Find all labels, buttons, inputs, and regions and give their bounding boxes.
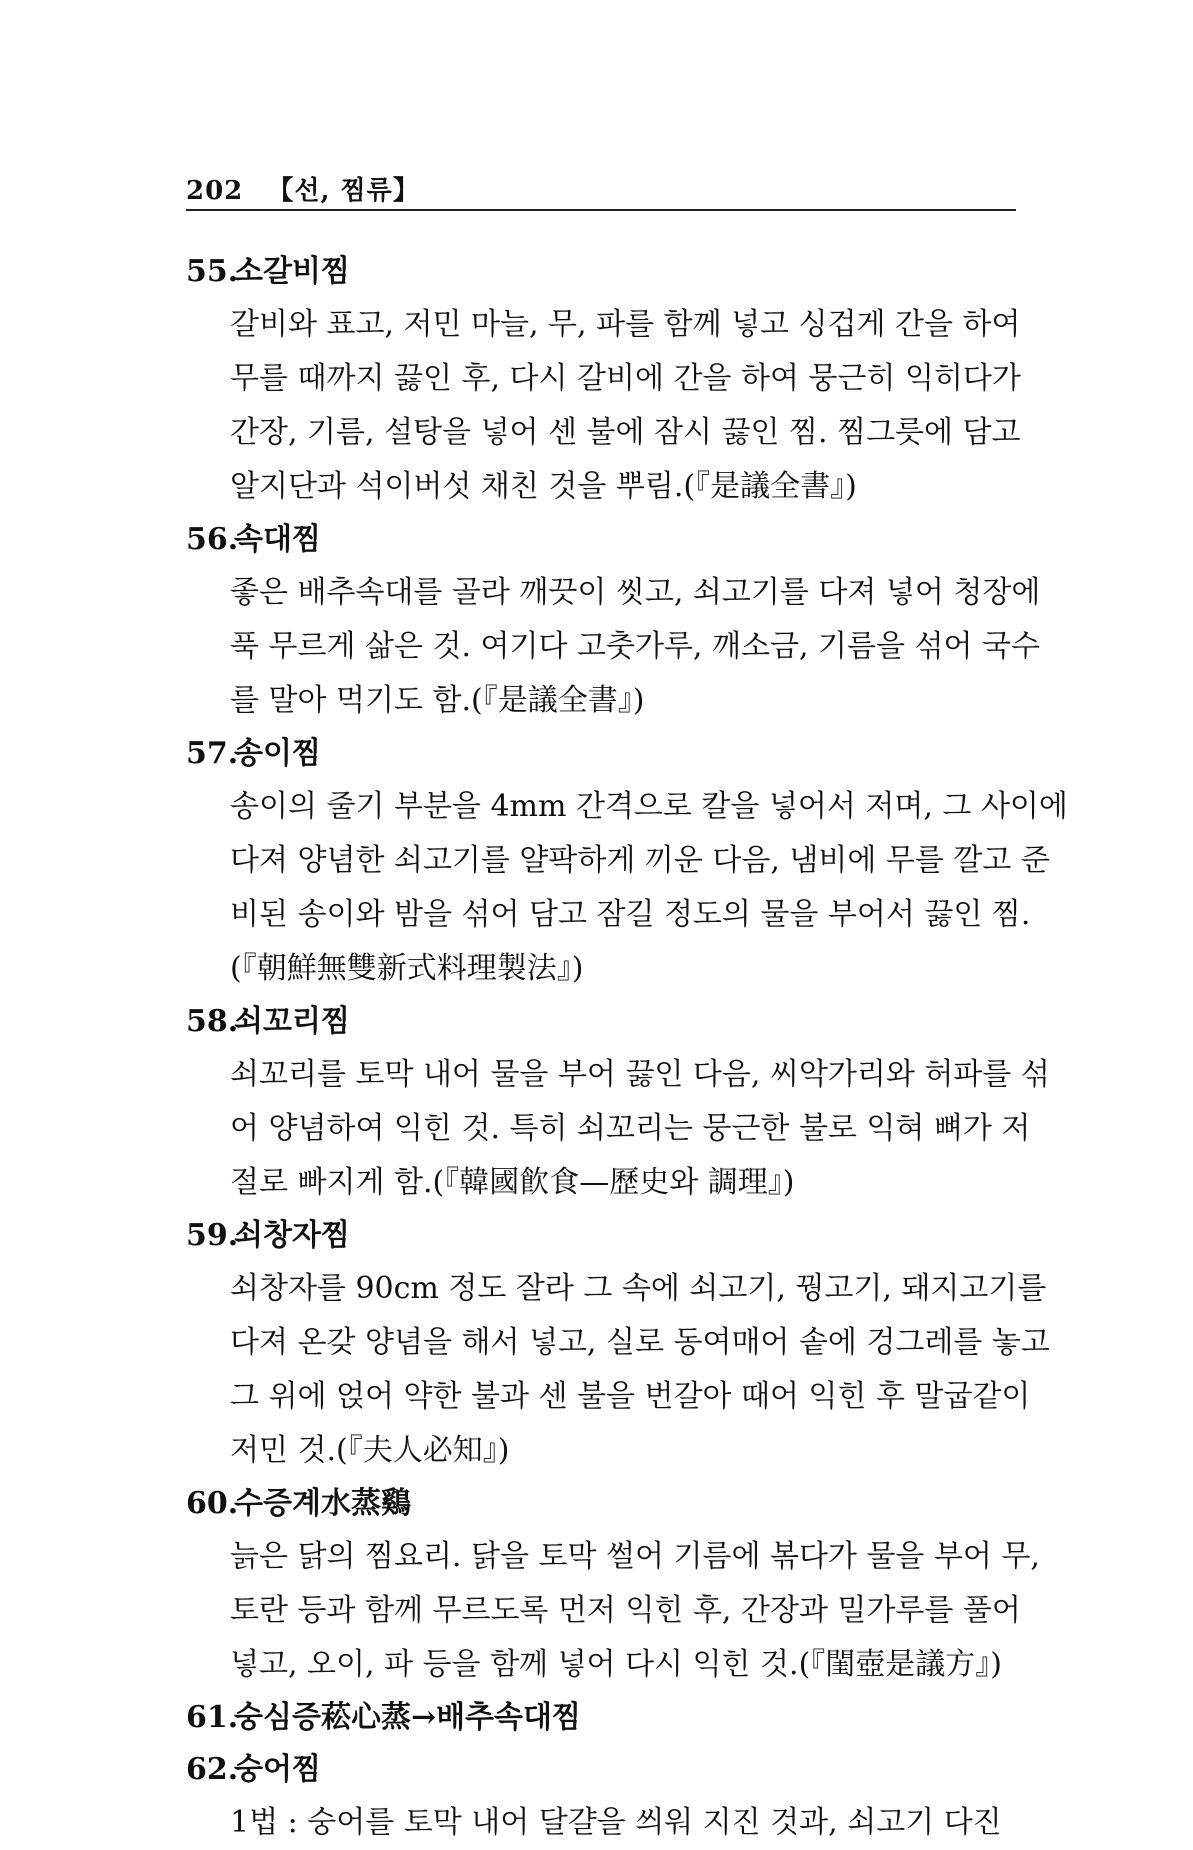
- entry-text-line: 다져 온갖 양념을 해서 넣고, 실로 동여매어 솥에 겅그레를 놓고: [230, 1325, 1050, 1360]
- entry-heading: 숭어찜: [234, 1752, 321, 1787]
- entry-number: 58.: [186, 1004, 239, 1039]
- entry-text-line: 쇠창자를 90cm 정도 잘라 그 속에 쇠고기, 꿩고기, 돼지고기를: [230, 1271, 1047, 1306]
- entry-heading: 쇠창자찜: [234, 1218, 350, 1253]
- section-title: 【선, 찜류】: [267, 176, 420, 206]
- entry-title: [186, 246, 1016, 298]
- entry-title: [186, 1478, 1016, 1530]
- entry-text-line: 알지단과 석이버섯 채친 것을 뿌림.(『是議全書』): [230, 469, 857, 504]
- entry-number: 61.: [186, 1700, 239, 1735]
- entry-heading: 쇠꼬리찜: [234, 1004, 350, 1039]
- entry-text-line: 늙은 닭의 찜요리. 닭을 토막 썰어 기름에 볶다가 물을 부어 무,: [230, 1539, 1040, 1574]
- entry-heading: 송이찜: [234, 736, 321, 771]
- entry-text-line: 쇠꼬리를 토막 내어 물을 부어 끓인 다음, 씨악가리와 허파를 섞: [230, 1057, 1050, 1092]
- entry-title: [186, 728, 1016, 780]
- entry-text-line: 어 양념하여 익힌 것. 특히 쇠꼬리는 뭉근한 불로 익혀 뼈가 저: [230, 1111, 1031, 1146]
- entry-heading: 소갈비찜: [234, 254, 350, 289]
- entry-text-line: (『朝鮮無雙新式料理製法』): [230, 951, 584, 986]
- entry-heading: 속대찜: [234, 522, 321, 557]
- entry-text-line: 무를 때까지 끓인 후, 다시 갈비에 간을 하여 뭉근히 익히다가: [230, 361, 1021, 396]
- entry-number: 59.: [186, 1218, 239, 1253]
- entry-text-line: 비된 송이와 밤을 섞어 담고 잠길 정도의 물을 부어서 끓인 찜.: [230, 897, 1031, 932]
- entry-number: 62.: [186, 1752, 239, 1787]
- entry-text-line: 1법 : 숭어를 토막 내어 달걀을 씌워 지진 것과, 쇠고기 다진: [230, 1805, 1002, 1840]
- entry-heading: 숭심증菘心蒸→배추속대찜: [234, 1700, 581, 1735]
- entry-number: 55.: [186, 254, 239, 289]
- header-rule: [186, 209, 1016, 211]
- entry-text-line: 송이의 줄기 부분을 4mm 간격으로 칼을 넣어서 저며, 그 사이에: [230, 789, 1068, 824]
- entry-text-line: 푹 무르게 삶은 것. 여기다 고춧가루, 깨소금, 기름을 섞어 국수: [230, 629, 1040, 664]
- entry-heading: 수증계水蒸鷄: [234, 1486, 411, 1521]
- entry-title: [186, 1210, 1016, 1262]
- entry-text-line: 다져 양념한 쇠고기를 얄팍하게 끼운 다음, 냄비에 무를 깔고 준: [230, 843, 1050, 878]
- entry-title: [186, 1692, 1016, 1744]
- entry-text-line: 좋은 배추속대를 골라 깨끗이 씻고, 쇠고기를 다져 넣어 청장에: [230, 575, 1041, 610]
- entry-text-line: 절로 빠지게 함.(『韓國飮食—歷史와 調理』): [230, 1165, 795, 1200]
- entry-number: 57.: [186, 736, 239, 771]
- entry-list: [186, 246, 1068, 1850]
- page-header: [186, 170, 1016, 207]
- entry-title: [186, 1744, 1016, 1796]
- entry-text-line: 토란 등과 함께 무르도록 먼저 익힌 후, 간장과 밀가루를 풀어: [230, 1593, 1021, 1628]
- entry-title: [186, 514, 1016, 566]
- entry-text-line: 그 위에 얹어 약한 불과 센 불을 번갈아 때어 익힌 후 말굽같이: [230, 1379, 1031, 1414]
- entry-number: 56.: [186, 522, 239, 557]
- entry-text-line: 저민 것.(『夫人必知』): [230, 1433, 510, 1468]
- entry-text-line: 간장, 기름, 설탕을 넣어 센 불에 잠시 끓인 찜. 찜그릇에 담고: [230, 415, 1021, 450]
- entry-text-line: 갈비와 표고, 저민 마늘, 무, 파를 함께 넣고 싱겁게 간을 하여: [230, 307, 1021, 342]
- entry-number: 60.: [186, 1486, 239, 1521]
- page-number: 202: [186, 176, 244, 206]
- entry-text-line: 를 말아 먹기도 함.(『是議全書』): [230, 683, 645, 718]
- entry-text-line: 넣고, 오이, 파 등을 함께 넣어 다시 익힌 것.(『閨壺是議方』): [230, 1647, 1002, 1682]
- entry-title: [186, 996, 1016, 1048]
